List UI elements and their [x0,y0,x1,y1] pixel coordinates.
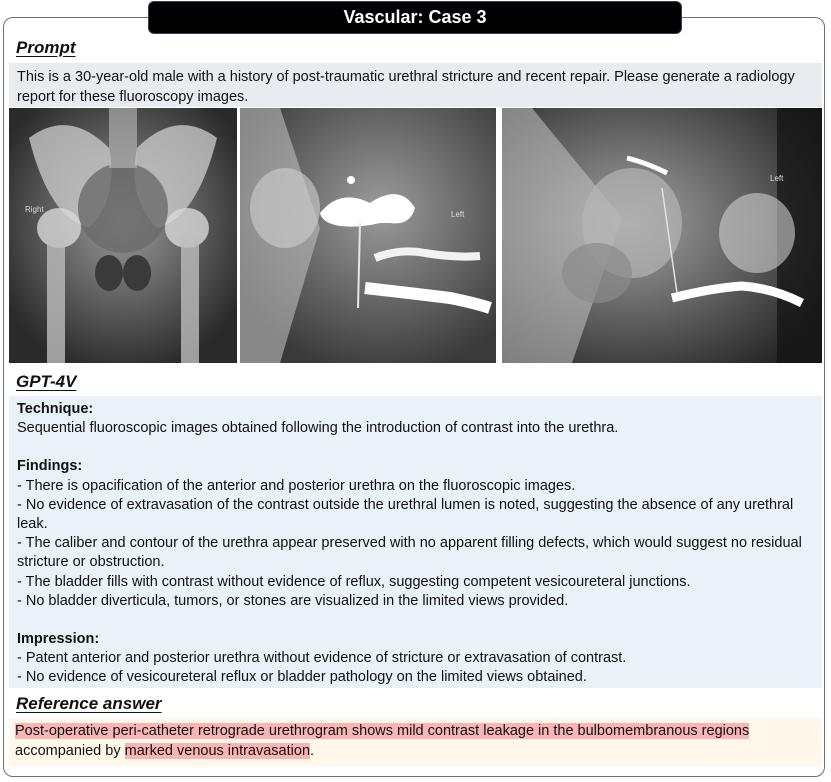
reference-highlight: marked venous intravasation [124,743,311,759]
finding-item: - The caliber and contour of the urethra appear preserved with no apparent filling defects, which would suggest no residual stricture or obstruction. [17,535,802,571]
xray-image-1 [9,108,237,363]
xray-image-3 [502,108,822,363]
gpt4v-report [9,396,822,688]
findings-title: Findings: [17,458,83,475]
impression-title: Impression: [17,631,100,648]
reference-text: accompanied by [15,743,125,759]
case-title: Vascular: Case 3 [148,1,682,34]
prompt-text: This is a 30-year-old male with a history of post-traumatic urethral stricture and recent repair. Please generate a radiology report for these fluoroscopy images. [9,63,822,107]
impression-item: - Patent anterior and posterior urethra without evidence of stricture or extravasation of contrast. [17,650,627,667]
finding-item: - The bladder fills with contrast without evidence of reflux, suggesting competent vesicoureteral junctions. [17,573,691,590]
finding-item: - There is opacification of the anterior and posterior urethra on the fluoroscopic images. [17,477,576,494]
xray-image-2 [240,108,496,363]
xray-label-left: Left [770,174,784,183]
xray-label-right: Right [25,205,44,214]
impression-item: - No evidence of vesicoureteral reflux or bladder pathology on the limited views obtained. [17,669,587,686]
reference-highlight: Post-operative peri-catheter retrograde urethrogram shows mild contrast leakage in the bulbomembranous regions [15,723,750,739]
reference-text: . [310,743,315,759]
technique-title: Technique: [17,401,94,417]
finding-item: - No evidence of extravasation of the contrast outside the urethral lumen is noted, suggesting the absence of any urethral leak. [17,496,794,533]
finding-item: - No bladder diverticula, tumors, or stones are visualized in the limited views provided. [17,592,569,609]
prompt-heading: Prompt [16,38,76,57]
xray-label-left: Left [451,210,465,219]
gpt4v-heading: GPT-4V [16,372,77,391]
reference-answer [9,718,822,766]
technique-text: Sequential fluoroscopic images obtained following the introduction of contrast into the urethra. [17,420,619,437]
reference-heading: Reference answer [16,694,162,713]
